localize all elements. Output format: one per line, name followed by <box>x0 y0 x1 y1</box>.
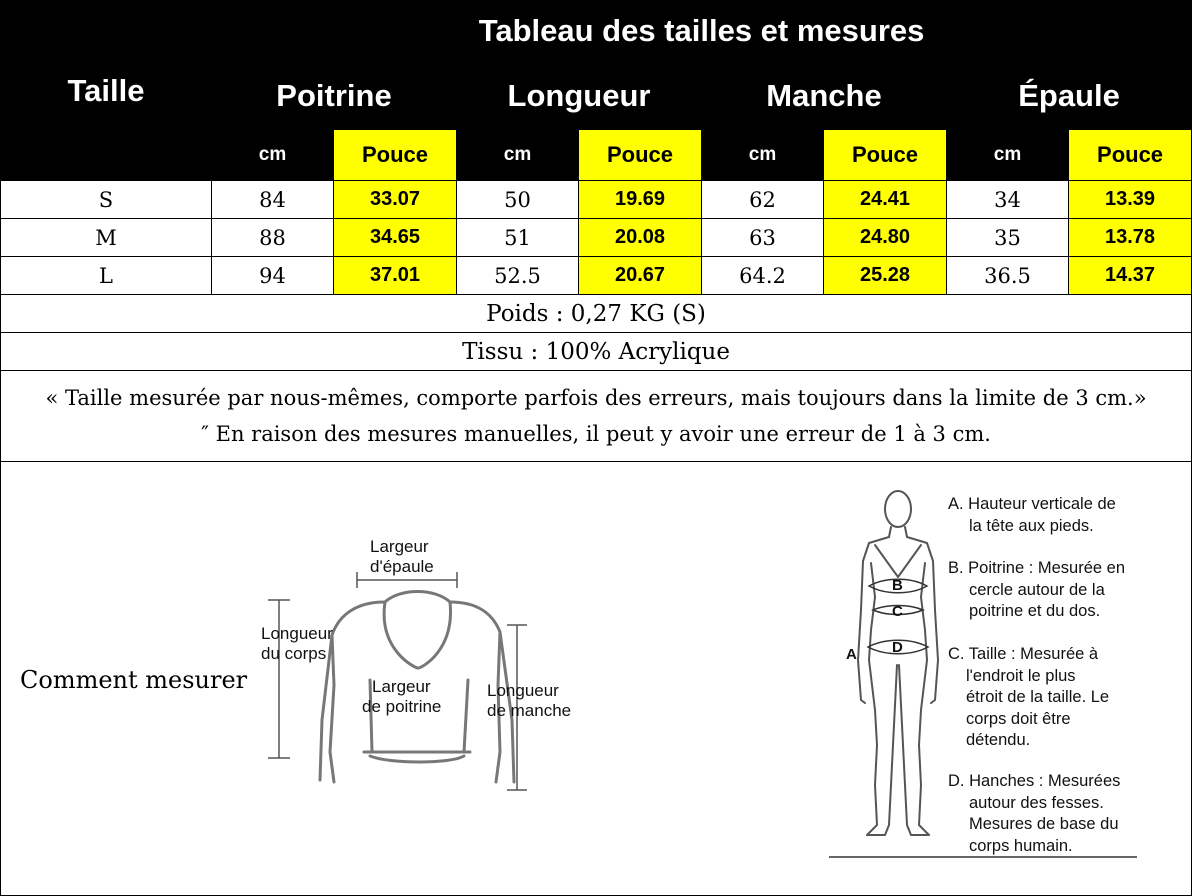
value-cell-inch: 33.07 <box>334 181 457 219</box>
label-chest-width: Largeur de poitrine <box>362 677 442 716</box>
body-letter-c: C <box>892 603 903 620</box>
value-cell-cm: 51 <box>457 219 579 257</box>
unit-inch-header: Pouce <box>579 130 702 181</box>
value-cell-inch: 13.78 <box>1069 219 1192 257</box>
value-cell-cm: 62 <box>702 181 824 219</box>
value-cell-cm: 34 <box>947 181 1069 219</box>
value-cell-cm: 52.5 <box>457 257 579 295</box>
label-sleeve-length: Longueur de manche <box>487 681 572 720</box>
value-cell-cm: 36.5 <box>947 257 1069 295</box>
label-body-length: Longueur du corps <box>261 624 333 663</box>
size-cell: M <box>1 219 212 257</box>
explanation-c: C. Taille : Mesurée à l'endroit le plus étroit de la taille. Le corps doit être détendu. <box>948 645 1110 749</box>
size-cell: L <box>1 257 212 295</box>
fabric-info: Tissu : 100% Acrylique <box>1 333 1192 371</box>
group-header-chest: Poitrine <box>212 62 457 130</box>
value-cell-inch: 34.65 <box>334 219 457 257</box>
value-cell-cm: 50 <box>457 181 579 219</box>
value-cell-cm: 63 <box>702 219 824 257</box>
body-figure <box>858 491 938 835</box>
value-cell-cm: 84 <box>212 181 334 219</box>
table-row <box>1 181 1192 219</box>
explanation-b: B. Poitrine : Mesurée en cercle autour de la poitrine et du dos. <box>948 559 1126 620</box>
value-cell-cm: 35 <box>947 219 1069 257</box>
note-line-1: « Taille mesurée par nous-mêmes, comporte parfois des erreurs, mais toujours dans la limite de 3 cm.» <box>45 386 1147 410</box>
table-title: Tableau des tailles et mesures <box>212 1 1192 62</box>
table-row <box>1 219 1192 257</box>
body-letter-a: A <box>846 646 857 663</box>
size-column-header: Taille <box>1 1 212 181</box>
value-cell-inch: 20.08 <box>579 219 702 257</box>
value-cell-inch: 24.41 <box>824 181 947 219</box>
value-cell-inch: 20.67 <box>579 257 702 295</box>
group-header-length: Longueur <box>457 62 702 130</box>
weight-info: Poids : 0,27 KG (S) <box>1 295 1192 333</box>
body-letter-b: B <box>892 577 903 594</box>
value-cell-inch: 37.01 <box>334 257 457 295</box>
explanation-d: D. Hanches : Mesurées autour des fesses. Mesures de base du corps humain. <box>948 772 1121 855</box>
unit-inch-header: Pouce <box>1069 130 1192 181</box>
value-cell-cm: 94 <box>212 257 334 295</box>
value-cell-cm: 64.2 <box>702 257 824 295</box>
value-cell-cm: 88 <box>212 219 334 257</box>
table-row <box>1 257 1192 295</box>
value-cell-inch: 19.69 <box>579 181 702 219</box>
unit-cm-header: cm <box>457 130 579 181</box>
label-shoulder-width: Largeur d'épaule <box>370 537 434 576</box>
group-header-sleeve: Manche <box>702 62 947 130</box>
unit-inch-header: Pouce <box>824 130 947 181</box>
measurement-note <box>1 371 1192 462</box>
size-cell: S <box>1 181 212 219</box>
value-cell-inch: 25.28 <box>824 257 947 295</box>
unit-inch-header: Pouce <box>334 130 457 181</box>
group-header-shoulder: Épaule <box>947 62 1192 130</box>
body-letter-d: D <box>892 639 903 656</box>
value-cell-inch: 24.80 <box>824 219 947 257</box>
note-line-2: ″ En raison des mesures manuelles, il peut y avoir une erreur de 1 à 3 cm. <box>201 422 991 446</box>
value-cell-inch: 13.39 <box>1069 181 1192 219</box>
value-cell-inch: 14.37 <box>1069 257 1192 295</box>
unit-cm-header: cm <box>212 130 334 181</box>
how-to-measure-heading: Comment mesurer <box>20 666 248 694</box>
unit-cm-header: cm <box>947 130 1069 181</box>
unit-cm-header: cm <box>702 130 824 181</box>
explanation-a: A. Hauteur verticale de la tête aux pieds. <box>948 495 1116 535</box>
